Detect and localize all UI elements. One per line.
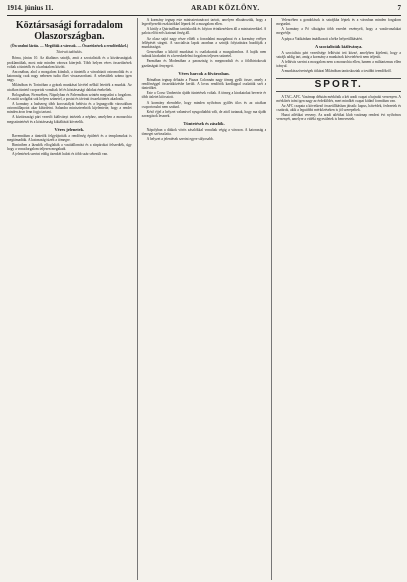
- paragraph: Róma, június 10. Az általános sztrájk, amit a szocialisták és a köztársaságiak proklamáltak, most már minden városra kiterjedt. Több helyen véres összetűzések voltak a tüntetők és a karhatalom között.: [7, 56, 132, 69]
- header-title: ARADI KÖZLÖNY.: [191, 4, 260, 12]
- paragraph: Riminiben a lázadók elfoglalták a vasútállomást és a sínpárokat felszedték, úgy hogy a vonatforgalom teljesen megakadt.: [7, 143, 132, 152]
- paragraph: A kormány a Pó síkságára több ezredet vezényelt, hogy a vasútvonalakat megvédje.: [276, 27, 402, 36]
- header-page-number: 7: [397, 4, 401, 12]
- paragraph: A jelentések szerint eddig tizenkét halott és több száz sebesült van.: [12, 152, 109, 157]
- column-1: [7, 18, 132, 580]
- paragraph: A munkásszövetségek titkárai Milánóban tanácskoztak a további teendőkről.: [281, 69, 392, 74]
- article-headline: Köztársasági forradalom Olaszországban.: [15, 20, 123, 42]
- header-date: 1914. június 11.: [7, 4, 54, 12]
- paragraph: A kormány a hadsereg több korosztályát behívta és a legnagyobb városokban ostromállapotot akar kihirdetni. Salandra miniszterelnök kijelentette, hogy a rendet minden áron fenn fogja tartani.: [7, 102, 132, 115]
- column-3: [271, 18, 401, 580]
- paragraph: Bolognában, Firenzében, Nápolyban és Palermóban szintén megszűnt a forgalom. A vasúti szolgálat sok helyen szünetel, a postai és távirati összeköttetés akadozik.: [7, 92, 132, 101]
- section-heading: Véres jelenetek.: [54, 126, 85, 132]
- paragraph: Este a Corso Umbertón újabb tüntetések voltak. A tömeg a kirakatokat beverte és több üzletet kifosztott.: [141, 91, 267, 100]
- paragraph: Az olasz sajtó nagy része elítéli a forradalmi mozgalmat és a kormány erélyes fellépését sürgeti. A szocialista lapok azonban a sztrájk folytatására buzdítják a munkásságot.: [141, 36, 267, 49]
- paragraph: A TAC–AFC. Vasárnap délután mérkőzik a két aradi csapat a bajnoki versenyen. A mérkőzés iránt igen nagy az érdeklődés, mert mindkét csapat kitűnő formában van.: [276, 94, 402, 103]
- paragraph: Ravennában a tüntetők felgyújtották a rendőrség épületét és a templomokat is megtámadták. A katonaság tüzelt a tömegre.: [7, 133, 132, 142]
- paragraph: A köztársasági párt vezetői kiáltványt intéztek a néphez, amelyben a monarchia megszüntetését és a köztársaság kikiáltását követelik.: [7, 115, 132, 124]
- page-header: [7, 4, 401, 16]
- paragraph: Hazai atlétikai verseny. Az aradi atlétikai klub vasárnap rendezi évi nyilvános versenyét, amelyre a vidéki egyesületek is beneveztek.: [276, 113, 402, 122]
- paragraph: Genovában a kikötő munkásai is csatlakoztak a mozgalomhoz. A hajók nem tudnak kirakodni és a kereskedelmi forgalom teljesen szünetel.: [141, 50, 267, 59]
- paragraph: A felhívás szerint a mozgalom nem a monarchia ellen, hanem a militarizmus ellen irányul.: [276, 60, 402, 69]
- sport-section-heading: SPORT.: [276, 78, 401, 92]
- paragraph: Nápolyban a diákok vörös zászlókkal vonultak végig a városon. A katonaság a tömeget szétoszlatta.: [141, 128, 267, 137]
- section-heading: Tüntetések és zászlók.: [183, 121, 225, 127]
- paragraph: Rómában tegnap délután a Piazza Colonnán nagy tömeg gyűlt össze, amely a rendőrséggel összeütközésbe került. A lovas rendőrök kardlappal oszlatták szét a tüntetőket.: [141, 77, 267, 91]
- article-byline: Távirati tudósítás.: [56, 50, 83, 55]
- paragraph: A pápa a Vatikánban imádkozott a béke helyreállításáért.: [281, 36, 363, 41]
- paragraph: Velencében a gondolások is sztrájkba léptek és a városban minden forgalom megszűnt.: [276, 18, 402, 27]
- paragraph: Milánóban és Torinóban a gyárak munkásai kivétel nélkül letették a munkát. Az utcákon tüntető csoportok vonultak fel és köztársasági dalokat énekeltek.: [7, 83, 132, 92]
- paragraph: Parmában és Modenában a parasztság is megmozdult és a földbirtokosok gazdaságait fenyegeti.: [141, 59, 267, 68]
- paragraph: A kormány elrendelte, hogy minden nyilvános gyűlés tilos és az utcákon csoportosulni nem szabad.: [141, 100, 267, 109]
- paragraph: A helyzet a jelentések szerint egyre súlyosabb.: [146, 137, 214, 142]
- article-subhead: (Ön uralmi láztás. — Megölták a városok. — Összetűzések a rendőrökkel.): [10, 44, 129, 48]
- paragraph: A kormány tegnap este minisztertanácsot tartott, amelyen elhatározták, hogy a legerélyesebb eszközökkel lépnek fel a mozgalom ellen.: [141, 18, 267, 27]
- paragraph: Késő éjjel a helyzet valamivel nyugodtabbá vált, de attól tartanak, hogy ma újabb zavargások lesznek.: [141, 109, 267, 118]
- section-heading: Véres harcok a fővárosban.: [178, 70, 230, 76]
- paragraph: A király a Quirinálban tartózkodik és folyton érintkezésben áll a miniszterekkel. A palota előtt erős katonai őrség áll.: [141, 27, 267, 36]
- paragraph: A szocialista párt vezetősége felhívást tett közzé, amelyben kijelenti, hogy a sztrájk addig tart, amíg a kormány a munkások követeléseit nem teljesíti.: [276, 50, 402, 59]
- paragraph: Anconában, ahol a mozgalom kiindult, a tüntetők a városházát ostromolták és a katonaság csak nagy nehezen tudta őket visszaszorítani. A sebesültek száma igen nagy.: [7, 69, 132, 83]
- column-2: [137, 18, 267, 580]
- columns: [7, 18, 401, 580]
- paragraph: Az AFC csapata a következő összeállításban játszik: kapus, hátvédek, fedezetek és csatárok, akik a legutóbbi mérkőzéseken is jól szerepeltek.: [276, 103, 402, 113]
- section-heading: A szocialisták kiáltványa.: [314, 43, 363, 49]
